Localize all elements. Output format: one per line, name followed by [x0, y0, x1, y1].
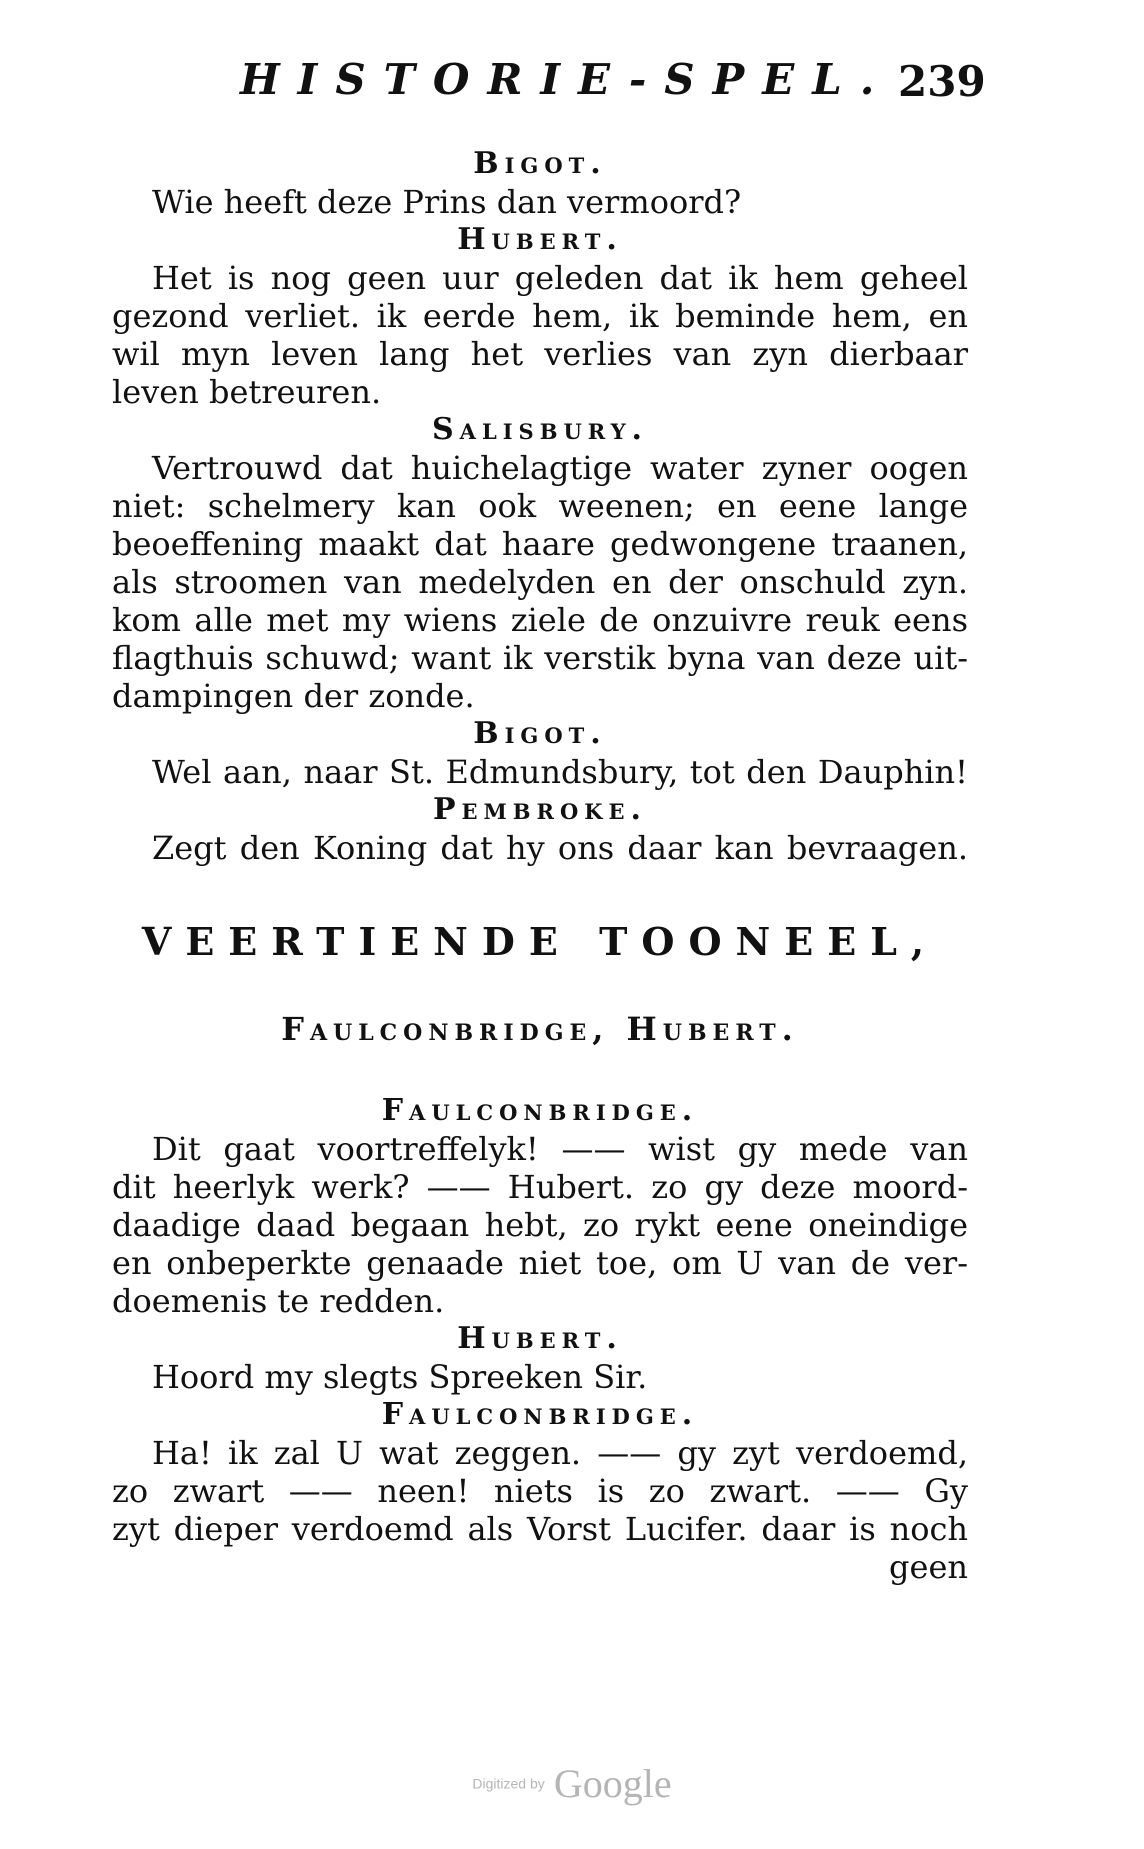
- google-logo: Google: [553, 1761, 672, 1806]
- speech-line: Wel aan, naar St. Edmundsbury, tot den Dauphin!: [152, 753, 968, 791]
- speech-line: dampingen der zonde.: [112, 677, 475, 715]
- speech-line: dit heerlyk werk? —— Hubert. zo gy deze moord-: [112, 1168, 968, 1206]
- speech-line: Hoord my slegts Spreeken Sir.: [152, 1358, 648, 1396]
- speech-line: en onbeperkte genaade niet toe, om U van de ver-: [112, 1244, 968, 1282]
- speech-line: beoeffening maakt dat haare gedwongene traanen,: [112, 525, 968, 563]
- speech-line: Zegt den Koning dat hy ons daar kan bevraagen.: [152, 829, 968, 867]
- speech-line: Wie heeft deze Prins dan vermoord?: [152, 183, 742, 221]
- scene-title: VEERTIENDE TOONEEL,: [141, 919, 939, 964]
- speech-line: Ha! ik zal U wat zeggen. —— gy zyt verdoemd,: [152, 1434, 968, 1472]
- speaker-name: Faulconbridge.: [381, 1093, 699, 1128]
- watermark-prefix: Digitized by: [472, 1775, 545, 1792]
- speech-line: daadige daad begaan hebt, zo rykt eene oneindige: [112, 1206, 968, 1244]
- speaker-name: Hubert.: [457, 1321, 623, 1356]
- speech-line: gezond verliet. ik eerde hem, ik beminde hem, en: [112, 297, 968, 335]
- speech-line: kom alle met my wiens ziele de onzuivre reuk eens: [112, 601, 968, 639]
- running-head: HISTORIE-SPEL.: [240, 55, 893, 104]
- speech-line: doemenis te redden.: [112, 1282, 445, 1320]
- page-header: [0, 55, 1144, 115]
- speaker-name: Bigot.: [473, 146, 607, 181]
- speaker-name: Salisbury.: [431, 412, 649, 447]
- speech-line: zyt dieper verdoemd als Vorst Lucifer. daar is noch: [112, 1510, 968, 1548]
- scene-characters: Faulconbridge, Hubert.: [281, 1010, 799, 1048]
- speech-line: als stroomen van medelyden en der onschuld zyn.: [112, 563, 968, 601]
- digitization-watermark: [0, 1760, 1144, 1807]
- speech-line: wil myn leven lang het verlies van zyn dierbaar: [112, 335, 968, 373]
- speaker-name: Pembroke.: [432, 792, 647, 827]
- speech-line: niet: schelmery kan ook weenen; en eene lange: [112, 487, 968, 525]
- speech-line: Het is nog geen uur geleden dat ik hem geheel: [152, 259, 968, 297]
- speech-line: flagthuis schuwd; want ik verstik byna van deze uit-: [112, 639, 968, 677]
- catchword: geen: [889, 1548, 968, 1586]
- speech-line: zo zwart —— neen! niets is zo zwart. —— Gy: [112, 1472, 968, 1510]
- speech-line: leven betreuren.: [112, 373, 382, 411]
- speaker-name: Hubert.: [457, 222, 623, 257]
- body-text: [112, 145, 968, 1586]
- speaker-name: Bigot.: [473, 716, 607, 751]
- speaker-name: Faulconbridge.: [381, 1397, 699, 1432]
- speech-line: Dit gaat voortreffelyk! —— wist gy mede van: [152, 1130, 968, 1168]
- page-number: 239: [898, 57, 986, 106]
- speech-line: Vertrouwd dat huichelagtige water zyner oogen: [152, 449, 968, 487]
